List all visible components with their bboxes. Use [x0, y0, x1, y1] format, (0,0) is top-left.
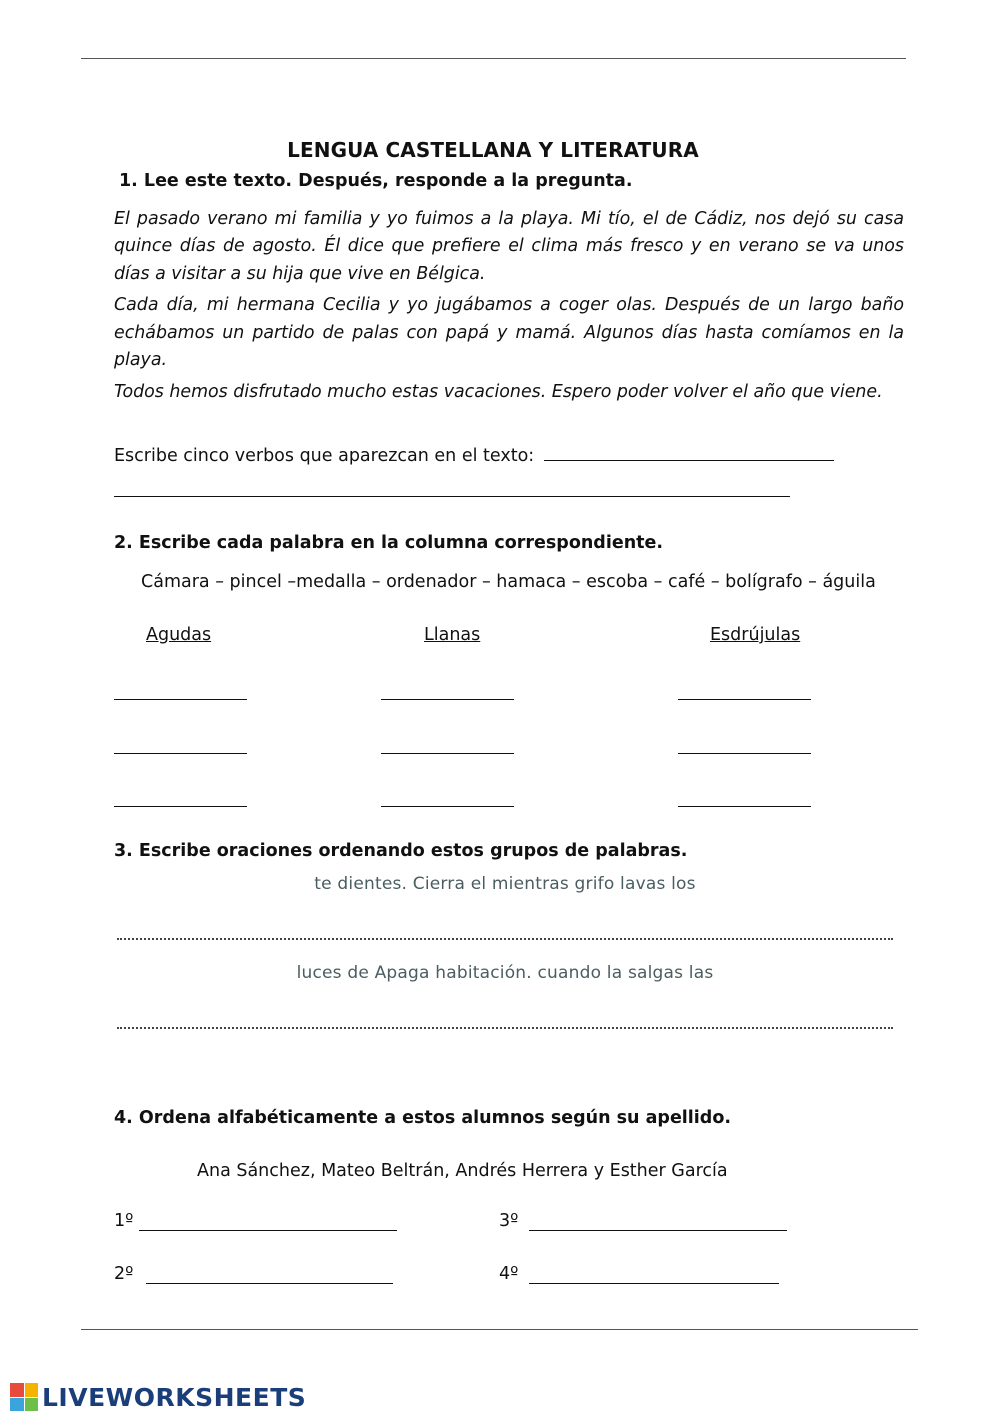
rank-label-2: 2º — [114, 1264, 134, 1284]
verbs-answer-line-2[interactable] — [114, 496, 790, 497]
esdrujulas-answer-line[interactable] — [678, 753, 811, 754]
top-divider — [81, 58, 906, 59]
liveworksheets-wordmark: LIVEWORKSHEETS — [42, 1382, 307, 1412]
reading-paragraph: Todos hemos disfrutado mucho estas vacaciones. Espero poder volver el año que viene. — [114, 381, 883, 402]
logo-tile — [25, 1383, 39, 1397]
agudas-answer-line[interactable] — [114, 753, 247, 754]
bottom-divider — [81, 1329, 918, 1330]
student-names: Ana Sánchez, Mateo Beltrán, Andrés Herrera y Esther García — [197, 1161, 728, 1181]
rank-label-1: 1º — [114, 1211, 134, 1231]
verbs-prompt-row — [114, 443, 834, 466]
verbs-answer-line-1[interactable] — [544, 443, 834, 461]
sentence-2-answer-line[interactable] — [117, 1027, 893, 1029]
llanas-answer-line[interactable] — [381, 753, 514, 754]
llanas-answer-line[interactable] — [381, 699, 514, 700]
logo-tile — [25, 1398, 39, 1412]
column-header-agudas: Agudas — [146, 625, 212, 645]
sentence-1-answer-line[interactable] — [117, 938, 893, 940]
reading-paragraph: El pasado verano mi familia y yo fuimos a la playa. Mi tío, el de Cádiz, nos dejó su casa quince días de agosto. Él dice que prefiere el clima más fresco y en verano se va unos días a visitar a su hija que vive en Bélgica. — [114, 209, 904, 284]
esdrujulas-answer-line[interactable] — [678, 806, 811, 807]
logo-tile — [10, 1383, 24, 1397]
page-title: LENGUA CASTELLANA Y LITERATURA — [287, 138, 699, 162]
agudas-answer-line[interactable] — [114, 806, 247, 807]
scrambled-sentence-2: luces de Apaga habitación. cuando la salgas las — [296, 963, 714, 983]
column-header-llanas: Llanas — [424, 625, 481, 645]
question-4-heading: 4. Ordena alfabéticamente a estos alumnos según su apellido. — [114, 1108, 732, 1128]
question-2-heading: 2. Escribe cada palabra en la columna correspondiente. — [114, 533, 664, 553]
scrambled-sentence-1: te dientes. Cierra el mientras grifo lavas los — [314, 874, 696, 894]
question-3-heading: 3. Escribe oraciones ordenando estos grupos de palabras. — [114, 841, 688, 861]
logo-tile — [10, 1398, 24, 1412]
llanas-answer-line[interactable] — [381, 806, 514, 807]
rank-4-answer-line[interactable] — [529, 1283, 779, 1284]
verbs-prompt: Escribe cinco verbos que aparezcan en el texto: — [114, 446, 535, 466]
rank-3-answer-line[interactable] — [529, 1230, 787, 1231]
liveworksheets-logo — [10, 1381, 306, 1413]
reading-paragraph: Cada día, mi hermana Cecilia y yo jugábamos a coger olas. Después de un largo baño echábamos un partido de palas con papá y mamá. Algunos días hasta comíamos en la playa. — [114, 295, 904, 370]
question-1-heading: 1. Lee este texto. Después, responde a la pregunta. — [119, 171, 633, 191]
esdrujulas-answer-line[interactable] — [678, 699, 811, 700]
agudas-answer-line[interactable] — [114, 699, 247, 700]
rank-label-3: 3º — [499, 1211, 519, 1231]
word-list: Cámara – pincel –medalla – ordenador – hamaca – escoba – café – bolígrafo – águila — [141, 572, 876, 592]
rank-1-answer-line[interactable] — [139, 1230, 397, 1231]
reading-text — [114, 206, 904, 411]
rank-label-4: 4º — [499, 1264, 519, 1284]
rank-2-answer-line[interactable] — [146, 1283, 393, 1284]
column-header-esdrujulas: Esdrújulas — [710, 625, 801, 645]
liveworksheets-logo-icon — [10, 1383, 38, 1411]
